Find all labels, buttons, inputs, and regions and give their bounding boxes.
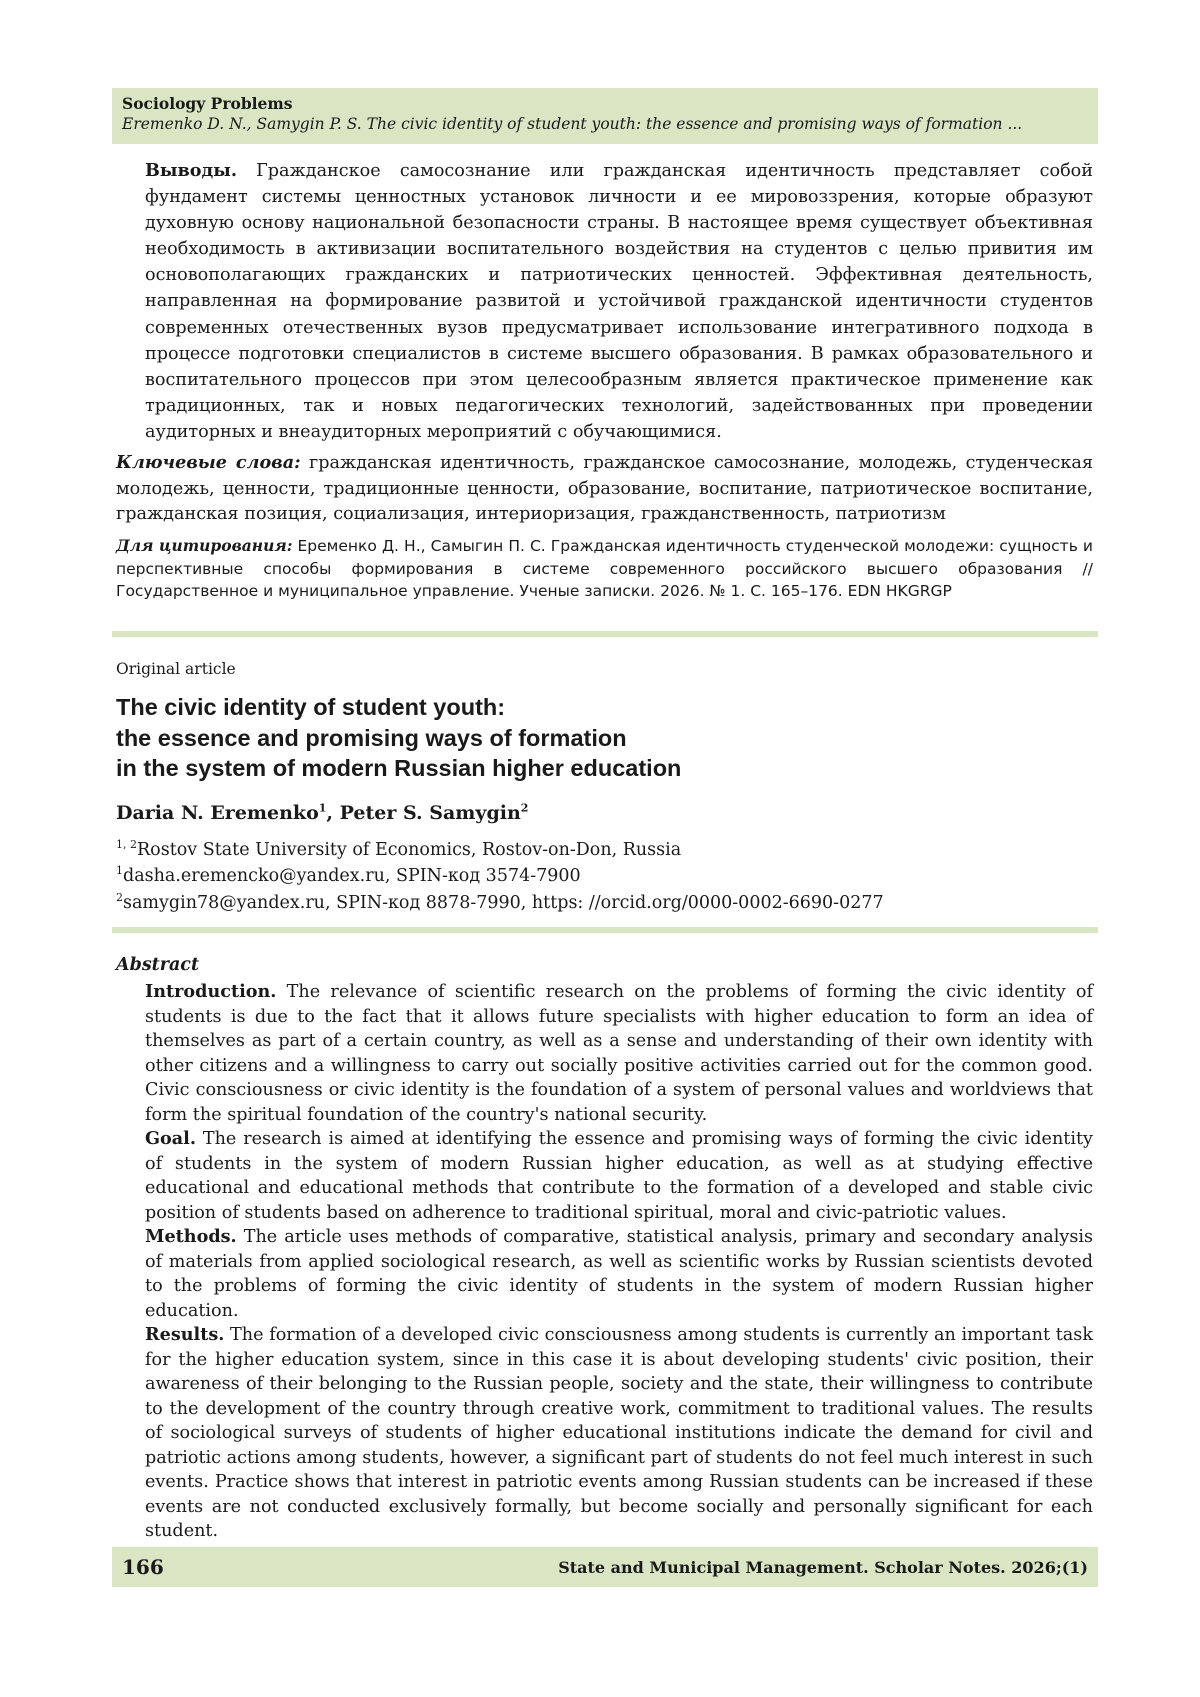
results-text: The formation of a developed civic consciousness among students is currently an important task for the higher education system, since in this case it is about developing students' civic position, their awareness of their belonging to the Russian people, society and the state, their willingness to contribute to the development of the country through creative work, commitment to traditional values. The results of sociological surveys of students of higher educational institutions indicate the demand for civil and patriotic actions among students, however, a significant part of students do not feel much interest in such events. Practice shows that interest in patriotic events among Russian students can be increased if these events are not conducted exclusively formally, but become socially and personally significant for each student.: [145, 1325, 1093, 1541]
section-divider-top: [112, 631, 1098, 637]
authors: [116, 800, 528, 826]
journal-section: Sociology Problems: [122, 94, 293, 113]
author-affil-sup: 2: [520, 801, 529, 815]
author-separator: ,: [326, 802, 340, 824]
article-type: Original article: [116, 660, 236, 678]
abstract-introduction: [145, 980, 1093, 1127]
affiliation-text: Rostov State University of Economics, Rostov-on-Don, Russia: [137, 840, 682, 860]
methods-text: The article uses methods of comparative, statistical analysis, primary and secondary analysis of materials from applied sociological research, as well as scientific works by Russian scientists devoted to the problems of forming the civic identity of students in the system of modern Russian higher education.: [145, 1227, 1093, 1321]
footer-journal-title: State and Municipal Management. Scholar Notes. 2026;(1): [558, 1557, 1088, 1577]
contact-sup: 2: [116, 891, 123, 905]
page-footer: [112, 1547, 1098, 1587]
affiliation-sup: 1, 2: [116, 838, 137, 852]
contact-sup: 1: [116, 864, 123, 878]
introduction-text: The relevance of scientific research on the problems of forming the civic identity of students is due to the fact that it allows future specialists with higher education to form an idea of themselves as part of a certain country, as well as a sense and understanding of their own identity with other citizens and a willingness to carry out socially positive activities carried out for the common good. Civic consciousness or civic identity is the foundation of a system of personal values and worldviews that form the spiritual foundation of the country's national security.: [145, 982, 1093, 1125]
abstract-methods: [145, 1225, 1093, 1323]
ru-citation: [116, 535, 1093, 603]
introduction-label: Introduction.: [145, 981, 277, 1002]
contact-text: dasha.eremencko@yandex.ru, SPIN-код 3574-7900: [123, 866, 581, 886]
author-name: Daria N. Eremenko: [116, 802, 319, 824]
page-number: 166: [122, 1555, 164, 1579]
author-name: Peter S. Samygin: [339, 802, 521, 824]
ru-keywords: [116, 450, 1093, 528]
goal-text: The research is aimed at identifying the essence and promising ways of forming the civic identity of students in the system of modern Russian higher education, as well as at studying effective educational and educational methods that contribute to the formation of a developed and stable civic position of students based on adherence to traditional spiritual, moral and civic-patriotic values.: [145, 1129, 1093, 1223]
results-label: Results.: [145, 1324, 225, 1345]
abstract-goal: [145, 1127, 1093, 1225]
ru-keywords-text: гражданская идентичность, гражданское самосознание, молодежь, студенческая молодежь, ценности, традиционные ценности, образование, воспитание, патриотическое воспитание, гражданская позиция, социализация, интериоризация, гражданственность, патриотизм: [116, 453, 1093, 524]
ru-conclusions-text: Гражданское самосознание или гражданская идентичность представляет собой фундамент системы ценностных установок личности и ее мировоззрения, которые образуют духовную основу национальной безопасности страны. В настоящее время существует объективная необходимость в активизации воспитательного воздействия на студентов с целью привития им основополагающих гражданских и патриотических ценностей. Эффективная деятельность, направленная на формирование развитой и устойчивой гражданской идентичности студентов современных отечественных вузов предусматривает использование интегративного подхода в процессе подготовки специалистов в системе высшего образования. В рамках образовательного и воспитательного процессов при этом целесообразным является практическое применение как традиционных, так и новых педагогических технологий, задействованных при проведении аудиторных и внеаудиторных мероприятий с обучающимися.: [145, 161, 1093, 442]
running-title: Eremenko D. N., Samygin P. S. The civic identity of student youth: the essence and promising ways of formation ...: [122, 115, 1023, 133]
ru-citation-text: Еременко Д. Н., Самыгин П. С. Гражданская идентичность студенческой молодежи: сущность и перспективные способы формирования в системе современного российского высшего образования // Государственное и муниципальное управление. Ученые записки. 2026. № 1. С. 165–176. EDN HKGRGP: [116, 537, 1093, 600]
running-header: [112, 88, 1098, 144]
contact-text: samygin78@yandex.ru, SPIN-код 8878-7990, https: //orcid.org/0000-0002-6690-0277: [123, 893, 884, 913]
section-divider-bottom: [112, 927, 1098, 933]
abstract-results: [145, 1323, 1093, 1544]
goal-label: Goal.: [145, 1128, 196, 1149]
author-affil-sup: 1: [318, 801, 327, 815]
affiliation: [116, 838, 681, 862]
article-title-line: the essence and promising ways of formation: [116, 724, 627, 751]
article-title: [116, 692, 1016, 784]
ru-conclusions-label: Выводы.: [145, 160, 237, 181]
author2-contact: [116, 891, 884, 915]
ru-conclusions: [145, 158, 1093, 445]
article-title-line: The civic identity of student youth:: [116, 694, 506, 720]
methods-label: Methods.: [145, 1226, 237, 1247]
abstract-body: [145, 980, 1093, 1544]
ru-keywords-label: Ключевые слова:: [116, 452, 301, 473]
ru-citation-label: Для цитирования:: [116, 536, 293, 555]
abstract-heading: Abstract: [116, 955, 200, 975]
article-title-line: in the system of modern Russian higher education: [116, 755, 682, 781]
author1-contact: [116, 864, 581, 888]
